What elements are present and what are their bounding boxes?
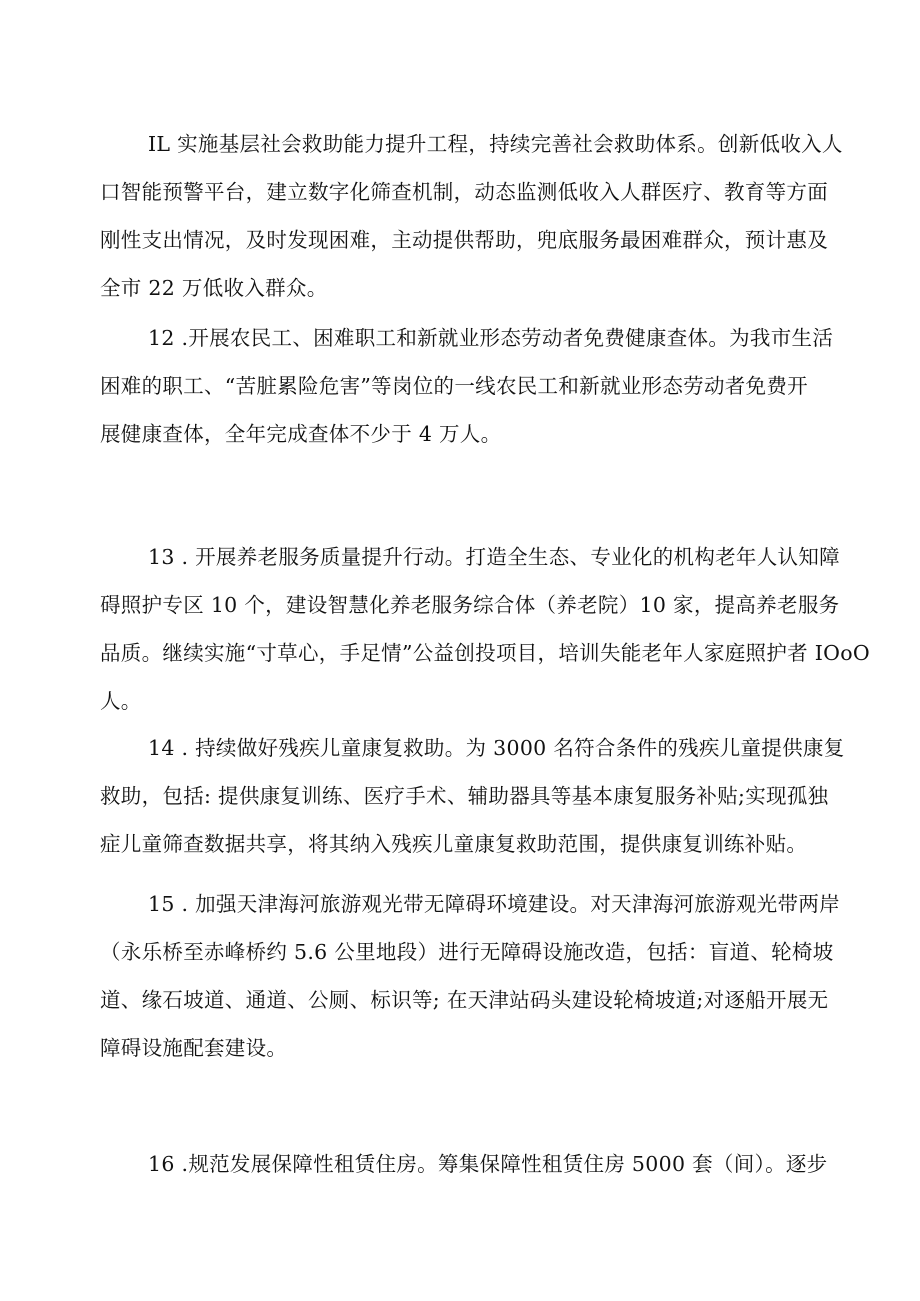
paragraph-line: 症儿童筛查数据共享，将其纳入残疾儿童康复救助范围，提供康复训练补贴。: [100, 832, 808, 856]
paragraph-line: IL 实施基层社会救助能力提升工程，持续完善社会救助体系。创新低收入人: [148, 132, 843, 156]
paragraph-line: 展健康查体，全年完成查体不少于 4 万人。: [100, 422, 502, 446]
paragraph-item-12: [100, 314, 834, 458]
paragraph-line: 品质。继续实施“寸草心，手足情”公益创投项目，培训失能老年人家庭照护者 IOoO: [100, 641, 871, 665]
paragraph-line: 困难的职工、“苦脏累险危害”等岗位的一线农民工和新就业形态劳动者免费开: [100, 374, 808, 398]
paragraph-item-13: [100, 533, 871, 725]
paragraph-line: 口智能预警平台，建立数字化筛查机制，动态监测低收入人群医疗、教育等方面: [100, 180, 828, 204]
paragraph-line: 全市 22 万低收入群众。: [100, 276, 328, 300]
paragraph-line: 人。: [100, 689, 142, 713]
paragraph-line: 16 .规范发展保障性租赁住房。筹集保障性租赁住房 5000 套（间）。逐步: [148, 1152, 828, 1176]
paragraph-line: 12 .开展农民工、困难职工和新就业形态劳动者免费健康查体。为我市生活: [148, 326, 834, 350]
paragraph-item-16: [148, 1140, 828, 1188]
paragraph-item-11: [100, 120, 843, 312]
paragraph-item-14: [100, 724, 845, 868]
paragraph-line: 碍照护专区 10 个，建设智慧化养老服务综合体（养老院）10 家，提高养老服务: [100, 593, 840, 617]
paragraph-line: 救助，包括: 提供康复训练、医疗手术、辅助器具等基本康复服务补贴;实现孤独: [100, 784, 829, 808]
paragraph-line: 障碍设施配套建设。: [100, 1036, 288, 1060]
paragraph-line: 13 . 开展养老服务质量提升行动。打造全生态、专业化的机构老年人认知障: [148, 545, 840, 569]
paragraph-item-15: [100, 880, 840, 1072]
paragraph-line: 15 . 加强天津海河旅游观光带无障碍环境建设。对天津海河旅游观光带两岸: [148, 892, 840, 916]
paragraph-line: 14 . 持续做好残疾儿童康复救助。为 3000 名符合条件的残疾儿童提供康复: [148, 736, 845, 760]
paragraph-line: 刚性支出情况，及时发现困难，主动提供帮助，兜底服务最困难群众，预计惠及: [100, 228, 828, 252]
paragraph-line: 道、缘石坡道、通道、公厕、标识等; 在天津站码头建设轮椅坡道;对逐船开展无: [100, 988, 829, 1012]
paragraph-line: （永乐桥至赤峰桥约 5.6 公里地段）进行无障碍设施改造，包括：盲道、轮椅坡: [100, 940, 834, 964]
